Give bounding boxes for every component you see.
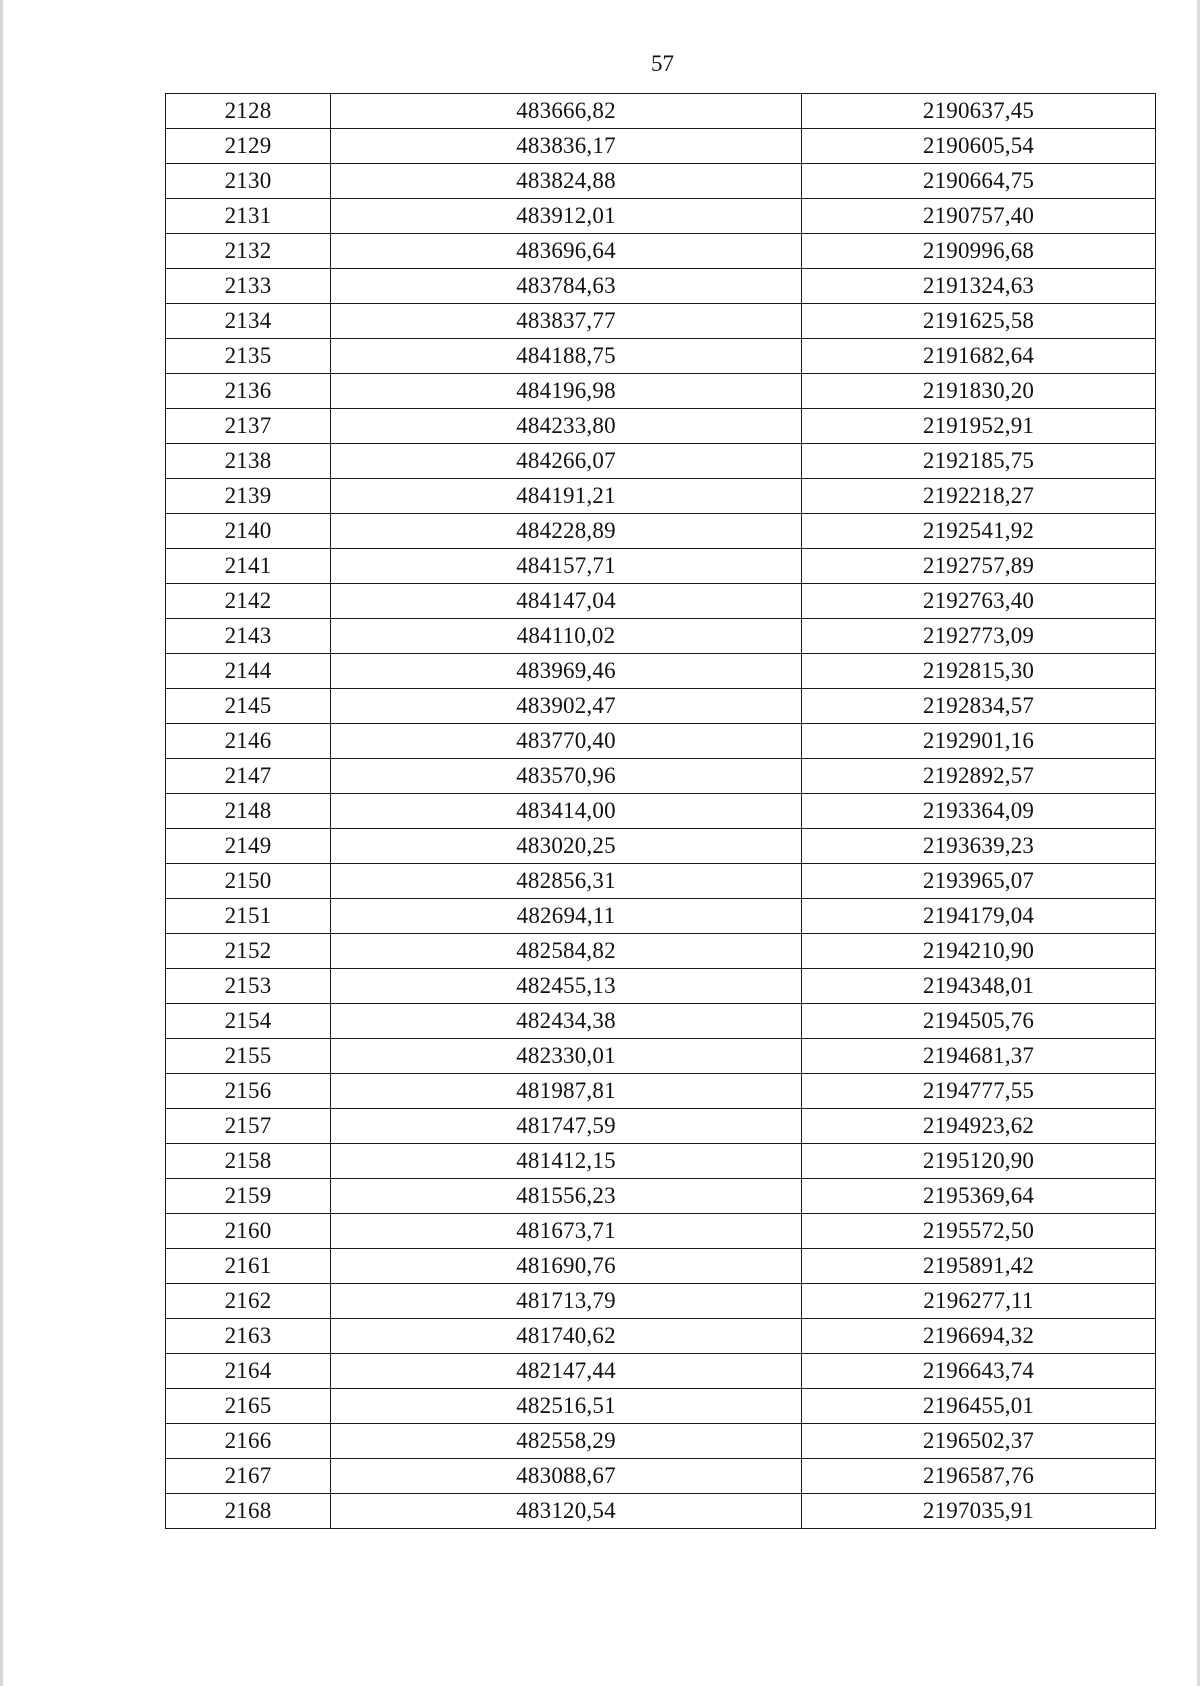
table-row	[166, 724, 1156, 759]
y-coordinate-cell: 2196502,37	[802, 1424, 1156, 1459]
y-coordinate-cell: 2190996,68	[802, 234, 1156, 269]
y-coordinate-cell: 2191952,91	[802, 409, 1156, 444]
y-coordinate-cell: 2192901,16	[802, 724, 1156, 759]
y-coordinate-cell: 2190757,40	[802, 199, 1156, 234]
table-row	[166, 129, 1156, 164]
x-coordinate-cell: 481690,76	[331, 1249, 802, 1284]
y-coordinate-cell: 2192773,09	[802, 619, 1156, 654]
table-row	[166, 1249, 1156, 1284]
y-coordinate-cell: 2194179,04	[802, 899, 1156, 934]
table-row	[166, 339, 1156, 374]
x-coordinate-cell: 481556,23	[331, 1179, 802, 1214]
y-coordinate-cell: 2190605,54	[802, 129, 1156, 164]
point-number-cell: 2159	[166, 1179, 331, 1214]
point-number-cell: 2163	[166, 1319, 331, 1354]
x-coordinate-cell: 481987,81	[331, 1074, 802, 1109]
point-number-cell: 2165	[166, 1389, 331, 1424]
table-row	[166, 689, 1156, 724]
point-number-cell: 2141	[166, 549, 331, 584]
table-row	[166, 1179, 1156, 1214]
x-coordinate-cell: 483570,96	[331, 759, 802, 794]
table-row	[166, 759, 1156, 794]
x-coordinate-cell: 482694,11	[331, 899, 802, 934]
table-row	[166, 1354, 1156, 1389]
x-coordinate-cell: 482147,44	[331, 1354, 802, 1389]
point-number-cell: 2162	[166, 1284, 331, 1319]
x-coordinate-cell: 482856,31	[331, 864, 802, 899]
point-number-cell: 2140	[166, 514, 331, 549]
x-coordinate-cell: 483912,01	[331, 199, 802, 234]
x-coordinate-cell: 481740,62	[331, 1319, 802, 1354]
table-row	[166, 94, 1156, 129]
point-number-cell: 2149	[166, 829, 331, 864]
x-coordinate-cell: 481412,15	[331, 1144, 802, 1179]
y-coordinate-cell: 2192185,75	[802, 444, 1156, 479]
x-coordinate-cell: 483120,54	[331, 1494, 802, 1529]
point-number-cell: 2136	[166, 374, 331, 409]
y-coordinate-cell: 2196455,01	[802, 1389, 1156, 1424]
point-number-cell: 2150	[166, 864, 331, 899]
x-coordinate-cell: 483824,88	[331, 164, 802, 199]
x-coordinate-cell: 484196,98	[331, 374, 802, 409]
x-coordinate-cell: 483969,46	[331, 654, 802, 689]
y-coordinate-cell: 2194348,01	[802, 969, 1156, 1004]
y-coordinate-cell: 2194210,90	[802, 934, 1156, 969]
point-number-cell: 2155	[166, 1039, 331, 1074]
x-coordinate-cell: 484188,75	[331, 339, 802, 374]
y-coordinate-cell: 2192892,57	[802, 759, 1156, 794]
table-row	[166, 1459, 1156, 1494]
point-number-cell: 2130	[166, 164, 331, 199]
table-row	[166, 304, 1156, 339]
y-coordinate-cell: 2194505,76	[802, 1004, 1156, 1039]
point-number-cell: 2133	[166, 269, 331, 304]
x-coordinate-cell: 483414,00	[331, 794, 802, 829]
x-coordinate-cell: 482330,01	[331, 1039, 802, 1074]
x-coordinate-cell: 483666,82	[331, 94, 802, 129]
point-number-cell: 2134	[166, 304, 331, 339]
x-coordinate-cell: 483696,64	[331, 234, 802, 269]
table-row	[166, 934, 1156, 969]
table-row	[166, 269, 1156, 304]
y-coordinate-cell: 2191625,58	[802, 304, 1156, 339]
y-coordinate-cell: 2195120,90	[802, 1144, 1156, 1179]
x-coordinate-cell: 484228,89	[331, 514, 802, 549]
scan-left-edge	[0, 0, 3, 1686]
table-row	[166, 619, 1156, 654]
table-row	[166, 969, 1156, 1004]
point-number-cell: 2157	[166, 1109, 331, 1144]
point-number-cell: 2146	[166, 724, 331, 759]
table-row	[166, 1424, 1156, 1459]
x-coordinate-cell: 483770,40	[331, 724, 802, 759]
y-coordinate-cell: 2193364,09	[802, 794, 1156, 829]
y-coordinate-cell: 2191324,63	[802, 269, 1156, 304]
y-coordinate-cell: 2194777,55	[802, 1074, 1156, 1109]
x-coordinate-cell: 482434,38	[331, 1004, 802, 1039]
point-number-cell: 2158	[166, 1144, 331, 1179]
point-number-cell: 2152	[166, 934, 331, 969]
table-row	[166, 1214, 1156, 1249]
x-coordinate-cell: 483088,67	[331, 1459, 802, 1494]
point-number-cell: 2129	[166, 129, 331, 164]
y-coordinate-cell: 2191682,64	[802, 339, 1156, 374]
table-row	[166, 1389, 1156, 1424]
coordinates-table	[165, 93, 1156, 1529]
x-coordinate-cell: 483784,63	[331, 269, 802, 304]
point-number-cell: 2138	[166, 444, 331, 479]
y-coordinate-cell: 2192815,30	[802, 654, 1156, 689]
y-coordinate-cell: 2192218,27	[802, 479, 1156, 514]
table-row	[166, 1494, 1156, 1529]
point-number-cell: 2147	[166, 759, 331, 794]
point-number-cell: 2156	[166, 1074, 331, 1109]
x-coordinate-cell: 481673,71	[331, 1214, 802, 1249]
point-number-cell: 2166	[166, 1424, 331, 1459]
table-row	[166, 479, 1156, 514]
point-number-cell: 2131	[166, 199, 331, 234]
point-number-cell: 2160	[166, 1214, 331, 1249]
y-coordinate-cell: 2190664,75	[802, 164, 1156, 199]
x-coordinate-cell: 481747,59	[331, 1109, 802, 1144]
y-coordinate-cell: 2192541,92	[802, 514, 1156, 549]
x-coordinate-cell: 484191,21	[331, 479, 802, 514]
x-coordinate-cell: 482584,82	[331, 934, 802, 969]
point-number-cell: 2151	[166, 899, 331, 934]
y-coordinate-cell: 2195891,42	[802, 1249, 1156, 1284]
y-coordinate-cell: 2196587,76	[802, 1459, 1156, 1494]
y-coordinate-cell: 2194923,62	[802, 1109, 1156, 1144]
x-coordinate-cell: 484266,07	[331, 444, 802, 479]
table-row	[166, 1284, 1156, 1319]
table-row	[166, 899, 1156, 934]
table-row	[166, 829, 1156, 864]
y-coordinate-cell: 2192757,89	[802, 549, 1156, 584]
y-coordinate-cell: 2196643,74	[802, 1354, 1156, 1389]
table-row	[166, 654, 1156, 689]
table-row	[166, 1319, 1156, 1354]
table-row	[166, 549, 1156, 584]
point-number-cell: 2164	[166, 1354, 331, 1389]
x-coordinate-cell: 482516,51	[331, 1389, 802, 1424]
table-row	[166, 1074, 1156, 1109]
y-coordinate-cell: 2195572,50	[802, 1214, 1156, 1249]
y-coordinate-cell: 2191830,20	[802, 374, 1156, 409]
point-number-cell: 2143	[166, 619, 331, 654]
point-number-cell: 2161	[166, 1249, 331, 1284]
x-coordinate-cell: 484147,04	[331, 584, 802, 619]
point-number-cell: 2154	[166, 1004, 331, 1039]
y-coordinate-cell: 2196694,32	[802, 1319, 1156, 1354]
y-coordinate-cell: 2197035,91	[802, 1494, 1156, 1529]
table-row	[166, 409, 1156, 444]
point-number-cell: 2128	[166, 94, 331, 129]
y-coordinate-cell: 2193639,23	[802, 829, 1156, 864]
x-coordinate-cell: 484233,80	[331, 409, 802, 444]
y-coordinate-cell: 2194681,37	[802, 1039, 1156, 1074]
y-coordinate-cell: 2190637,45	[802, 94, 1156, 129]
table-row	[166, 1144, 1156, 1179]
table-row	[166, 1109, 1156, 1144]
y-coordinate-cell: 2192834,57	[802, 689, 1156, 724]
table-row	[166, 199, 1156, 234]
point-number-cell: 2132	[166, 234, 331, 269]
point-number-cell: 2153	[166, 969, 331, 1004]
x-coordinate-cell: 482558,29	[331, 1424, 802, 1459]
x-coordinate-cell: 481713,79	[331, 1284, 802, 1319]
point-number-cell: 2148	[166, 794, 331, 829]
x-coordinate-cell: 482455,13	[331, 969, 802, 1004]
point-number-cell: 2167	[166, 1459, 331, 1494]
table-row	[166, 444, 1156, 479]
table-row	[166, 864, 1156, 899]
x-coordinate-cell: 484110,02	[331, 619, 802, 654]
x-coordinate-cell: 483020,25	[331, 829, 802, 864]
point-number-cell: 2137	[166, 409, 331, 444]
table-row	[166, 794, 1156, 829]
y-coordinate-cell: 2192763,40	[802, 584, 1156, 619]
y-coordinate-cell: 2195369,64	[802, 1179, 1156, 1214]
point-number-cell: 2135	[166, 339, 331, 374]
table-row	[166, 374, 1156, 409]
table-row	[166, 234, 1156, 269]
table-row	[166, 164, 1156, 199]
y-coordinate-cell: 2196277,11	[802, 1284, 1156, 1319]
x-coordinate-cell: 484157,71	[331, 549, 802, 584]
table-row	[166, 514, 1156, 549]
page-number: 57	[651, 51, 674, 76]
point-number-cell: 2142	[166, 584, 331, 619]
y-coordinate-cell: 2193965,07	[802, 864, 1156, 899]
point-number-cell: 2144	[166, 654, 331, 689]
table-row	[166, 1039, 1156, 1074]
x-coordinate-cell: 483902,47	[331, 689, 802, 724]
table-body	[166, 94, 1156, 1529]
table-row	[166, 1004, 1156, 1039]
table-row	[166, 584, 1156, 619]
point-number-cell: 2139	[166, 479, 331, 514]
x-coordinate-cell: 483836,17	[331, 129, 802, 164]
x-coordinate-cell: 483837,77	[331, 304, 802, 339]
point-number-cell: 2168	[166, 1494, 331, 1529]
point-number-cell: 2145	[166, 689, 331, 724]
